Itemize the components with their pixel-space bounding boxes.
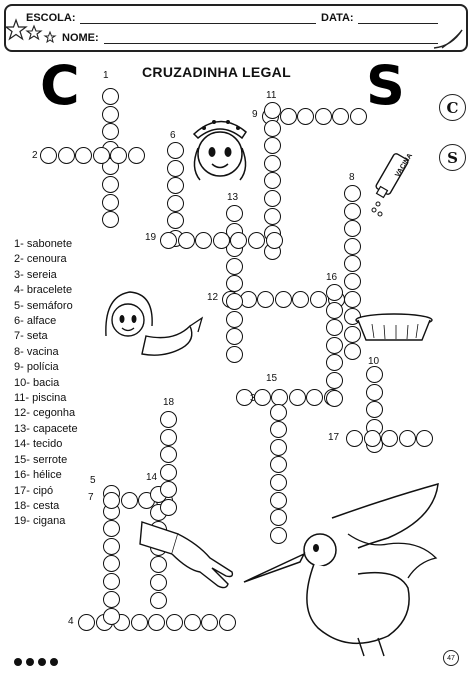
- crossword-cell[interactable]: [326, 337, 343, 354]
- crossword-cell[interactable]: [160, 411, 177, 428]
- crossword-cell[interactable]: [344, 203, 361, 220]
- crossword-cell[interactable]: [58, 147, 75, 164]
- crossword-cell[interactable]: [248, 232, 265, 249]
- crossword-cell[interactable]: [264, 120, 281, 137]
- crossword-cell[interactable]: [160, 464, 177, 481]
- crossword-cell[interactable]: [270, 404, 287, 421]
- clue-number: 3: [250, 393, 256, 404]
- data-label: DATA:: [321, 12, 354, 24]
- crossword-cell[interactable]: [167, 177, 184, 194]
- clue-number: 19: [145, 232, 157, 243]
- crossword-cell[interactable]: [326, 284, 343, 301]
- clue-item: 13- capacete: [14, 422, 78, 435]
- crossword-cell[interactable]: [306, 389, 323, 406]
- crossword-cell[interactable]: [326, 319, 343, 336]
- clue-item: 11- piscina: [14, 392, 67, 405]
- basin-illustration: [352, 312, 436, 344]
- clue-item: 15- serrote: [14, 453, 68, 466]
- stars-decoration-icon: [6, 18, 58, 50]
- crossword-cell[interactable]: [150, 592, 167, 609]
- crossword-cell[interactable]: [226, 311, 243, 328]
- clue-number: 7: [88, 492, 94, 503]
- crossword-cell[interactable]: [219, 614, 236, 631]
- crossword-cell[interactable]: [315, 108, 332, 125]
- crossword-cell[interactable]: [160, 446, 177, 463]
- clue-item: 12- cegonha: [14, 407, 76, 420]
- nome-field[interactable]: [104, 43, 438, 44]
- crossword-cell[interactable]: [226, 346, 243, 363]
- crossword-cell[interactable]: [264, 208, 281, 225]
- crossword-cell[interactable]: [366, 401, 383, 418]
- clue-number: 6: [170, 130, 176, 141]
- crossword-cell[interactable]: [266, 232, 283, 249]
- crossword-cell[interactable]: [257, 291, 274, 308]
- crossword-cell[interactable]: [264, 190, 281, 207]
- clue-number: 14: [146, 472, 158, 483]
- crossword-cell[interactable]: [381, 430, 398, 447]
- data-field[interactable]: [358, 23, 438, 24]
- clue-item: 10- bacia: [14, 376, 60, 389]
- crossword-cell[interactable]: [310, 291, 327, 308]
- gypsy-girl-illustration: [184, 108, 256, 186]
- crossword-cell[interactable]: [275, 291, 292, 308]
- crossword-cell[interactable]: [102, 88, 119, 105]
- page-curl-icon: [432, 28, 464, 50]
- crossword-cell[interactable]: [201, 614, 218, 631]
- crossword-cell[interactable]: [292, 291, 309, 308]
- clue-number: 11: [266, 90, 277, 101]
- crossword-cell[interactable]: [148, 614, 165, 631]
- clue-item: 19- cigana: [14, 515, 66, 528]
- clue-number: 4: [68, 616, 74, 627]
- clue-item: 18- cesta: [14, 499, 60, 512]
- clue-number: 5: [90, 475, 96, 486]
- crossword-cell[interactable]: [270, 439, 287, 456]
- crossword-cell[interactable]: [270, 421, 287, 438]
- crossword-cell[interactable]: [102, 194, 119, 211]
- clue-number: 9: [252, 109, 258, 120]
- crossword-cell[interactable]: [264, 172, 281, 189]
- clue-item: 17- cipó: [14, 484, 54, 497]
- clue-item: 2- cenoura: [14, 253, 67, 266]
- crossword-cell[interactable]: [344, 238, 361, 255]
- crossword-cell[interactable]: [160, 429, 177, 446]
- escola-label: ESCOLA:: [26, 12, 76, 24]
- crossword-cell[interactable]: [364, 430, 381, 447]
- clue-number: 13: [227, 192, 239, 203]
- crossword-cell[interactable]: [230, 232, 247, 249]
- crossword-cell[interactable]: [75, 147, 92, 164]
- side-letter-s: S: [439, 144, 466, 171]
- crossword-cell[interactable]: [344, 273, 361, 290]
- clue-item: 14- tecido: [14, 438, 63, 451]
- escola-field[interactable]: [80, 23, 316, 24]
- crossword-cell[interactable]: [40, 147, 57, 164]
- crossword-cell[interactable]: [326, 302, 343, 319]
- clue-number: 12: [207, 292, 219, 303]
- crossword-cell[interactable]: [167, 160, 184, 177]
- page-title: CRUZADINHA LEGAL: [142, 64, 291, 80]
- crossword-cell[interactable]: [270, 456, 287, 473]
- big-letter-s: S: [366, 54, 405, 117]
- crossword-cell[interactable]: [103, 573, 120, 590]
- crossword-cell[interactable]: [195, 232, 212, 249]
- crossword-cell[interactable]: [399, 430, 416, 447]
- crossword-cell[interactable]: [326, 372, 343, 389]
- stork-illustration: [238, 478, 448, 662]
- crossword-cell[interactable]: [280, 108, 297, 125]
- crossword-cell[interactable]: [102, 106, 119, 123]
- crossword-cell[interactable]: [160, 232, 177, 249]
- crossword-cell[interactable]: [344, 291, 361, 308]
- crossword-cell[interactable]: [102, 211, 119, 228]
- crossword-cell[interactable]: [226, 205, 243, 222]
- crossword-cell[interactable]: [344, 255, 361, 272]
- clue-item: 1- sabonete: [14, 238, 73, 250]
- mermaid-illustration: [94, 286, 204, 366]
- crossword-cell[interactable]: [350, 108, 367, 125]
- crossword-cell[interactable]: [366, 366, 383, 383]
- clue-item: 6- alface: [14, 315, 57, 328]
- crossword-cell[interactable]: [264, 137, 281, 154]
- crossword-cell[interactable]: [346, 430, 363, 447]
- clue-number: 1: [103, 70, 109, 81]
- clue-number: 16: [326, 272, 338, 283]
- crossword-cell[interactable]: [344, 185, 361, 202]
- big-letter-c: C: [40, 54, 80, 117]
- crossword-cell[interactable]: [289, 389, 306, 406]
- clue-item: 16- hélice: [14, 469, 62, 482]
- clue-item: 5- semáforo: [14, 299, 73, 312]
- crossword-cell[interactable]: [103, 538, 120, 555]
- clue-number: 18: [163, 397, 175, 408]
- crossword-cell[interactable]: [226, 275, 243, 292]
- clue-item: 9- polícia: [14, 361, 59, 374]
- crossword-cell[interactable]: [326, 354, 343, 371]
- page-number: 47: [443, 650, 459, 666]
- crossword-cell[interactable]: [226, 328, 243, 345]
- footer-decoration-icon: [12, 656, 60, 668]
- clue-number: 8: [349, 172, 355, 183]
- crossword-cell[interactable]: [326, 390, 343, 407]
- crossword-cell[interactable]: [366, 384, 383, 401]
- vaccine-bottle-label: VACINA: [394, 152, 415, 179]
- crossword-cell[interactable]: [78, 614, 95, 631]
- clue-item: 4- bracelete: [14, 284, 73, 297]
- crossword-cell[interactable]: [297, 108, 314, 125]
- crossword-cell[interactable]: [103, 555, 120, 572]
- crossword-cell[interactable]: [102, 176, 119, 193]
- clue-item: 3- sereia: [14, 268, 57, 281]
- crossword-cell[interactable]: [344, 220, 361, 237]
- crossword-cell[interactable]: [128, 147, 145, 164]
- clue-number: 15: [266, 373, 278, 384]
- clue-number: 17: [328, 432, 340, 443]
- clue-number: 2: [32, 150, 38, 161]
- crossword-cell[interactable]: [167, 195, 184, 212]
- clue-item: 8- vacina: [14, 345, 59, 358]
- side-letter-c: C: [439, 94, 466, 121]
- crossword-cell[interactable]: [103, 591, 120, 608]
- crossword-cell[interactable]: [178, 232, 195, 249]
- crossword-cell[interactable]: [102, 123, 119, 140]
- nome-label: NOME:: [62, 32, 99, 44]
- crossword-cell[interactable]: [167, 142, 184, 159]
- clue-number: 10: [368, 356, 380, 367]
- crossword-cell[interactable]: [332, 108, 349, 125]
- hand-illustration: [138, 514, 238, 594]
- crossword-cell[interactable]: [167, 212, 184, 229]
- crossword-cell[interactable]: [416, 430, 433, 447]
- crossword-cell[interactable]: [264, 155, 281, 172]
- crossword-cell[interactable]: [344, 343, 361, 360]
- crossword-cell[interactable]: [213, 232, 230, 249]
- crossword-cell[interactable]: [93, 147, 110, 164]
- crossword-cell[interactable]: [226, 293, 243, 310]
- crossword-cell[interactable]: [131, 614, 148, 631]
- crossword-cell[interactable]: [254, 389, 271, 406]
- crossword-cell[interactable]: [110, 147, 127, 164]
- crossword-cell[interactable]: [166, 614, 183, 631]
- clue-list: [14, 237, 124, 530]
- crossword-cell[interactable]: [160, 481, 177, 498]
- crossword-cell[interactable]: [264, 102, 281, 119]
- crossword-cell[interactable]: [184, 614, 201, 631]
- crossword-cell[interactable]: [226, 258, 243, 275]
- clue-item: 7- seta: [14, 330, 48, 343]
